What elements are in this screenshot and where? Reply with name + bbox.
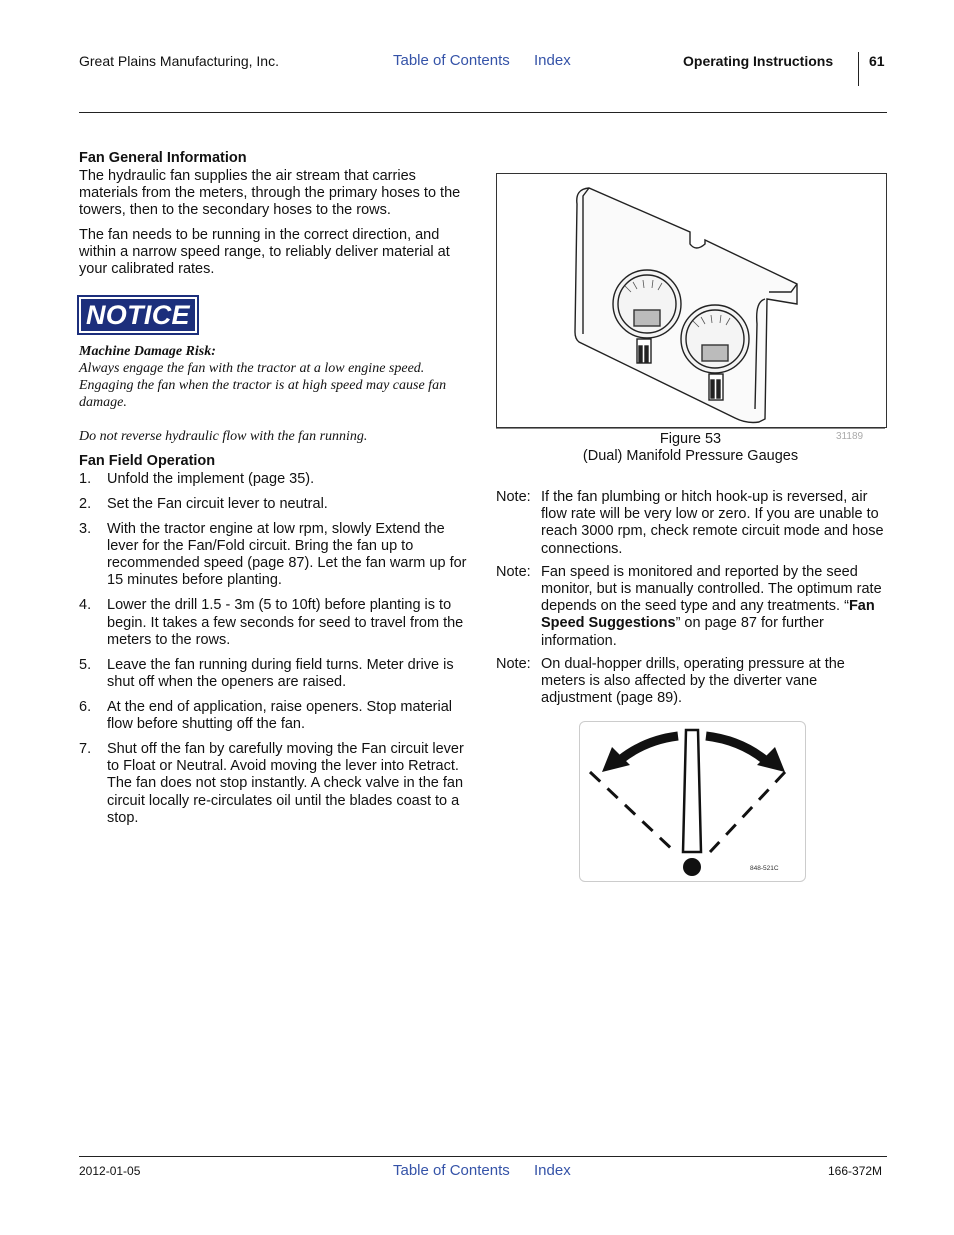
figure-baseline — [496, 428, 885, 429]
list-item: 2. Set the Fan circuit lever to neutral. — [79, 495, 328, 512]
steps-list — [79, 471, 469, 827]
left-column — [79, 150, 469, 835]
list-item: 4. Lower the drill 1.5 - 3m (5 to 10ft) before planting is to begin. It takes a few seconds for seed to travel from the meters to the rows. — [79, 597, 464, 648]
list-item: 7. Shut off the fan by carefully moving the Fan circuit lever to Float or Neutral. Avoid moving the lever into Retract. The fan does not stop instantly. A check valve in the fan circuit locally re-circulates oil until the blades coast to a stop. — [79, 740, 464, 827]
fan-speed-decal — [579, 721, 806, 882]
notice-label: NOTICE — [79, 297, 197, 333]
notice-text-2: Do not reverse hydraulic flow with the fan running. — [79, 429, 368, 444]
notice-text-1: Always engage the fan with the tractor at a low engine speed. Engaging the fan when the tractor is at high speed may cause fan damage. — [79, 361, 447, 410]
fan-general-heading: Fan General Information — [79, 150, 247, 166]
footer-date: 2012-01-05 — [79, 1164, 141, 1178]
company-name: Great Plains Manufacturing, Inc. — [79, 53, 279, 69]
list-item: 3. With the tractor engine at low rpm, slowly Extend the lever for the Fan/Fold circuit. Bring the fan up to recommended speed (page 87). Let the fan warm up for 15 minutes before planting. — [79, 520, 467, 589]
notice-badge — [79, 300, 197, 331]
figure-53-frame — [496, 173, 887, 428]
fan-field-heading: Fan Field Operation — [79, 453, 216, 469]
header-rule — [79, 112, 887, 113]
toc-link-bottom[interactable]: Table of Contents — [393, 1162, 510, 1179]
index-link-bottom[interactable]: Index — [534, 1162, 571, 1179]
figure-caption — [496, 431, 885, 465]
notes-section — [496, 489, 888, 713]
list-item: 1. Unfold the implement (page 35). — [79, 471, 315, 487]
list-item: 5. Leave the fan running during field turns. Meter drive is shut off when the openers are raised. — [79, 656, 454, 690]
figure-caption-title: (Dual) Manifold Pressure Gauges — [582, 448, 799, 464]
toc-link-top[interactable]: Table of Contents — [393, 52, 510, 69]
figure-caption-number: Figure 53 — [659, 431, 722, 447]
note-item: Note: Fan speed is monitored and reported by the seed monitor, but is manually controlled. The optimum rate depends on the seed type and any treatments. “Fan Speed Suggestions” on page 87 for further information. — [496, 563, 882, 649]
index-link-top[interactable]: Index — [534, 52, 571, 69]
section-title: Operating Instructions — [683, 53, 834, 69]
page-number: 61 — [869, 53, 885, 69]
fan-general-para1: The hydraulic fan supplies the air stream that carries materials from the meters, through the primary hoses to the towers, then to the secondary hoses to the rows. — [79, 168, 461, 218]
doc-number: 166-372M — [828, 1164, 883, 1178]
header-divider — [858, 52, 859, 86]
speed-range-decal-illustration — [580, 722, 805, 881]
figure-id: 31189 — [836, 431, 864, 442]
pressure-gauges-illustration — [497, 174, 886, 427]
note-item: Note: If the fan plumbing or hitch hook-up is reversed, air flow rate will be very low or zero. If you are unable to reach 3000 rpm, check remote circuit mode and hose connections. — [496, 489, 884, 557]
fan-general-para2: The fan needs to be running in the correct direction, and within a narrow speed range, to reliably deliver material at your calibrated rates. — [79, 227, 450, 277]
footer-rule — [79, 1156, 887, 1157]
decal-code: 848-521C — [750, 865, 779, 872]
note-item: Note: On dual-hopper drills, operating pressure at the meters is also affected by the diverter vane adjustment (page 89). — [496, 655, 845, 707]
list-item: 6. At the end of application, raise openers. Stop material flow before shutting off the fan. — [79, 698, 452, 733]
notice-title: Machine Damage Risk: — [79, 344, 216, 359]
